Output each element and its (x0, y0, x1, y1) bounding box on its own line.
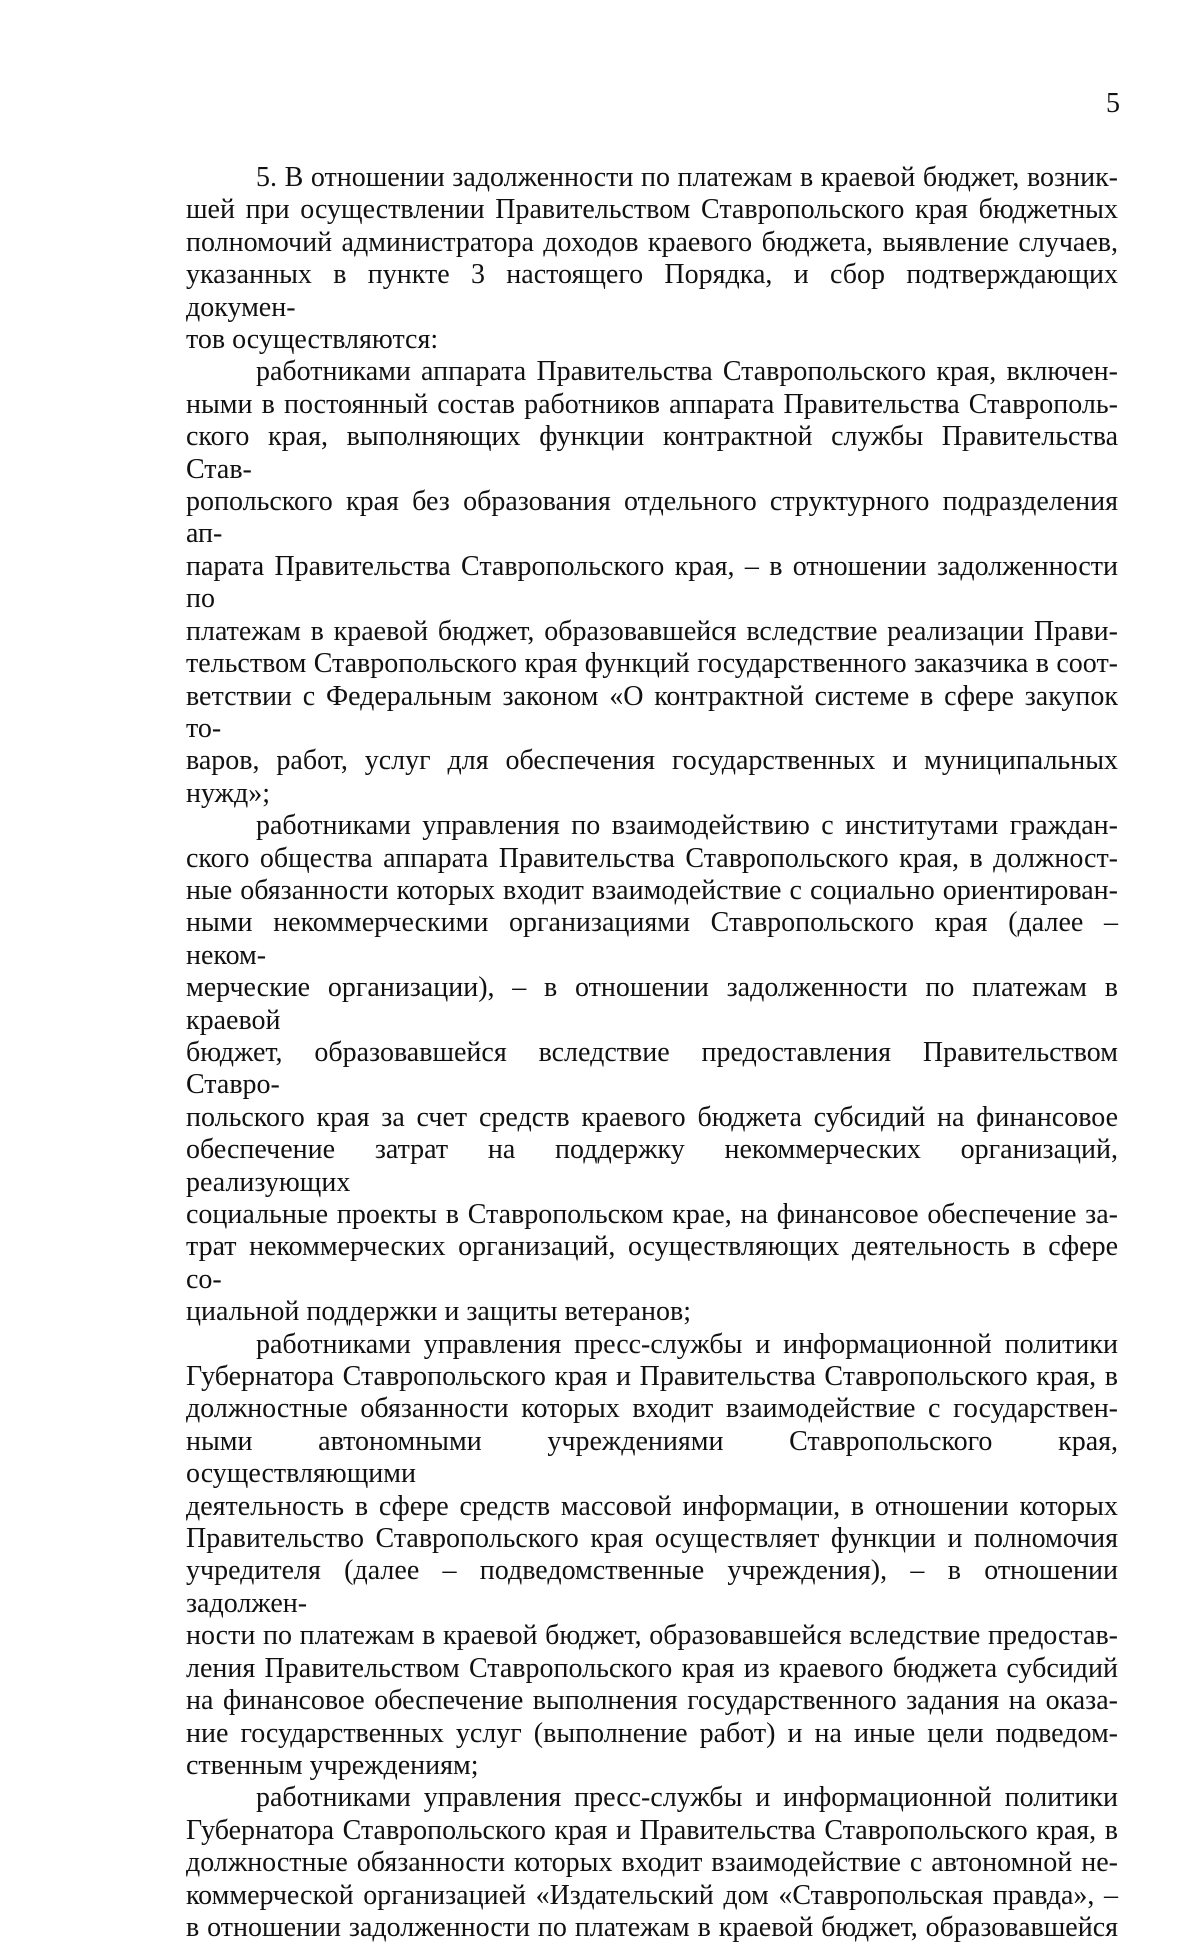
text-line: ского общества аппарата Правительства Ставропольского края, в должност- (186, 842, 1118, 874)
text-line: учредителя (далее – подведомственные учреждения), – в отношении задолжен- (186, 1555, 1118, 1619)
text-line: циальной поддержки и защиты ветеранов; (186, 1296, 692, 1328)
text-line: мерческие организации), – в отношении задолженности по платежам в краевой (186, 972, 1118, 1036)
text-line: трат некоммерческих организаций, осуществляющих деятельность в сфере со- (186, 1231, 1118, 1295)
page-number: 5 (1106, 88, 1120, 119)
text-line: Правительство Ставропольского края осуществляет функции и полномочия (186, 1523, 1118, 1555)
text-line: в отношении задолженности по платежам в краевой бюджет, образовавшейся (186, 1911, 1118, 1943)
text-line: на финансовое обеспечение выполнения государственного задания на оказа- (186, 1685, 1118, 1717)
text-line: работниками управления пресс-службы и информационной политики (256, 1328, 1118, 1360)
paragraph-press-service-media (186, 1329, 1118, 1783)
text-line: ветствии с Федеральным законом «О контрактной системе в сфере закупок то- (186, 680, 1118, 744)
text-line: работниками аппарата Правительства Ставропольского края, включен- (256, 356, 1118, 388)
document-body (186, 162, 1118, 1944)
text-line: ными автономными учреждениями Ставропольского края, осуществляющими (186, 1425, 1118, 1490)
text-line: тельством Ставропольского края функций государственного заказчика в соот- (186, 648, 1118, 680)
text-line: ственным учреждениям; (186, 1749, 479, 1781)
text-line: должностные обязанности которых входит взаимодействие с автономной не- (186, 1847, 1118, 1879)
paragraph-press-service-publishing-house (186, 1782, 1118, 1944)
text-line: указанных в пункте 3 настоящего Порядка, и сбор подтверждающих докумен- (186, 259, 1118, 323)
text-line: ского края, выполняющих функции контрактной службы Правительства Став- (186, 421, 1118, 485)
text-line: бюджет, образовавшейся вследствие предоставления Правительством Ставро- (186, 1036, 1118, 1101)
text-line: ными некоммерческими организациями Ставропольского края (далее – неком- (186, 907, 1118, 971)
text-line: обеспечение затрат на поддержку некоммерческих организаций, реализующих (186, 1134, 1118, 1198)
text-line: деятельность в сфере средств массовой информации, в отношении которых (186, 1490, 1118, 1522)
text-line: шей при осуществлении Правительством Ставропольского края бюджетных (186, 194, 1118, 226)
paragraph-contract-service (186, 356, 1118, 810)
text-line: нужд»; (186, 777, 270, 809)
paragraph-civil-society (186, 810, 1118, 1329)
text-line: парата Правительства Ставропольского края, – в отношении задолженности по (186, 550, 1118, 615)
text-line: 5. В отношении задолженности по платежам в краевой бюджет, возник- (256, 162, 1118, 193)
text-line: ропольского края без образования отдельного структурного подразделения ап- (186, 486, 1118, 550)
text-line: платежам в краевой бюджет, образовавшейся вследствие реализации Прави- (186, 615, 1118, 647)
text-line: ности по платежам в краевой бюджет, образовавшейся вследствие предостав- (186, 1620, 1118, 1652)
text-line: варов, работ, услуг для обеспечения государственных и муниципальных (186, 745, 1118, 777)
text-line: работниками управления пресс-службы и информационной политики (256, 1782, 1118, 1814)
paragraph-item-5 (186, 162, 1118, 356)
text-line: должностные обязанности которых входит взаимодействие с государствен- (186, 1393, 1118, 1425)
text-line: ными в постоянный состав работников аппарата Правительства Ставрополь- (186, 388, 1118, 420)
text-line: ние государственных услуг (выполнение работ) и на иные цели подведом- (186, 1717, 1118, 1749)
text-line: коммерческой организацией «Издательский дом «Ставропольская правда», – (186, 1879, 1118, 1911)
text-line: ления Правительством Ставропольского края из краевого бюджета субсидий (186, 1652, 1118, 1684)
text-line: Губернатора Ставропольского края и Правительства Ставропольского края, в (186, 1361, 1118, 1393)
text-line: социальные проекты в Ставропольском крае, на финансовое обеспечение за- (186, 1199, 1118, 1230)
text-line: тов осуществляются: (186, 324, 439, 356)
text-line: работниками управления по взаимодействию с институтами граждан- (256, 810, 1118, 842)
text-line: полномочий администратора доходов краевого бюджета, выявление случаев, (186, 226, 1118, 258)
text-line: ные обязанности которых входит взаимодействие с социально ориентирован- (186, 874, 1118, 906)
text-line: польского края за счет средств краевого бюджета субсидий на финансовое (186, 1101, 1118, 1133)
text-line: Губернатора Ставропольского края и Правительства Ставропольского края, в (186, 1814, 1118, 1846)
